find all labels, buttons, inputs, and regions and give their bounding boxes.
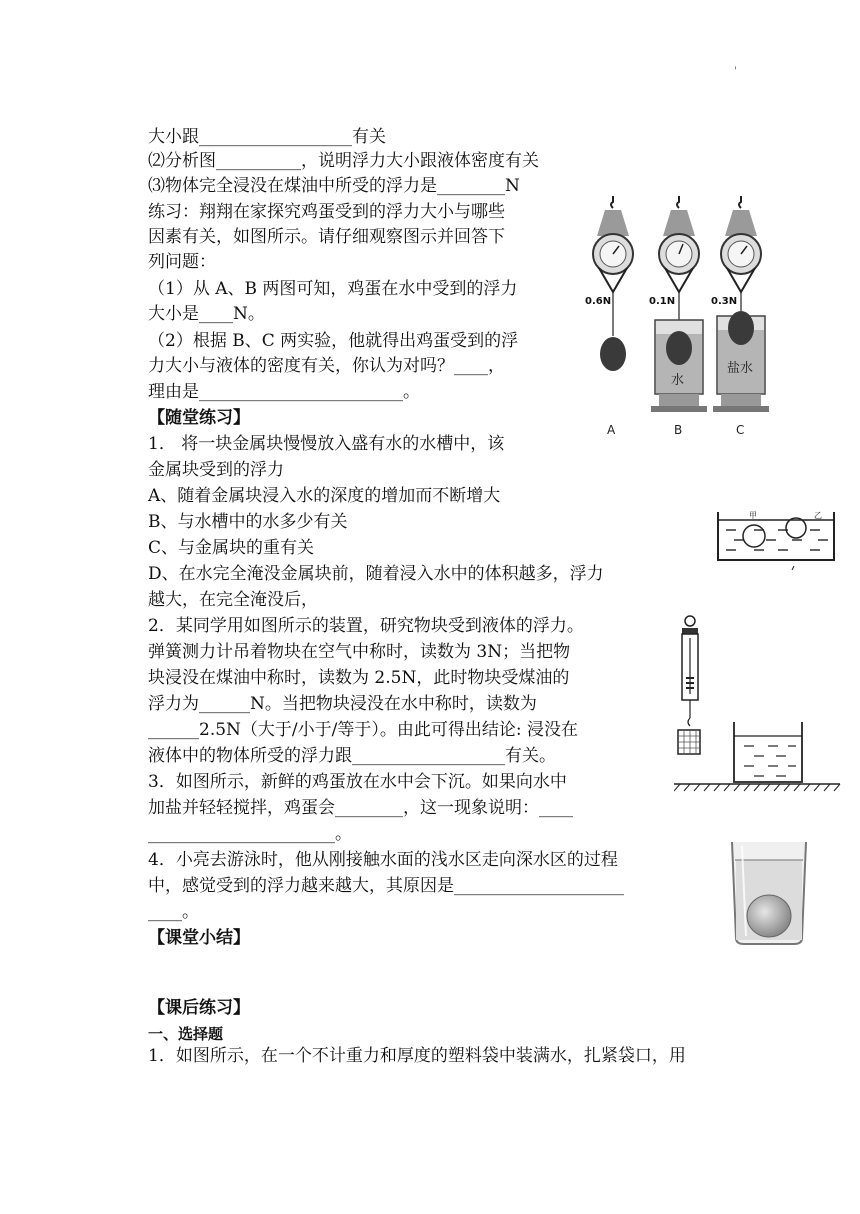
text-line: 因素有关，如图所示。请仔细观察图示并回答下 [148,227,505,247]
text-line: 列问题： [148,252,216,272]
subsection-heading: 一、选择题 [148,1025,224,1043]
panel-label-a: A [607,423,616,437]
text-line: 1． 将一块金属块慢慢放入盛有水的水槽中，该 [148,434,505,454]
tank-label-jia: 甲 [749,511,757,520]
text-line: （1）从 A、B 两图可知，鸡蛋在水中受到的浮力 [148,279,518,299]
text-line: ⑵分析图__________，说明浮力大小跟液体密度有关 [148,151,539,171]
section-heading: 【随堂练习】 [148,408,250,428]
liquid-label-b: 水 [671,373,685,388]
option-d: D、在水完全淹没金属块前，随着浸入水中的体积越多，浮力 [148,564,604,584]
reading-a: 0.6N [585,296,612,307]
text-line: 练习：翔翔在家探究鸡蛋受到的浮力大小与哪些 [148,202,505,222]
water-tank-figure [714,508,840,574]
text-line: 力大小与液体的密度有关，你认为对吗？____， [148,356,505,376]
beaker-figure [674,718,844,794]
liquid-label-c: 盐水 [727,361,754,376]
text-line: 大小跟__________________有关 [148,127,386,147]
egg-experiment-figure [585,196,775,440]
text-line: ⑶物体完全浸没在煤油中所受的浮力是________N [148,176,520,196]
text-line: 大小是____N。 [148,304,265,324]
option-c: C、与金属块的重有关 [148,538,315,558]
text-line: 块浸没在煤油中称时，读数为 2.5N，此时物块受煤油的 [148,668,570,688]
panel-label-c: C [736,423,745,437]
text-line: 越大，在完全淹没后， [148,590,318,610]
panel-label-b: B [674,423,683,437]
text-line: 理由是________________________。 [148,382,420,402]
text-line: ______2.5N（大于/小于/等于）。由此可得出结论: 浸没在 [148,720,578,740]
corner-mark: ' [734,66,737,77]
text-line: ______________________。 [148,824,352,844]
option-b: B、与水槽中的水多少有关 [148,512,348,532]
text-line: 金属块受到的浮力 [148,460,284,480]
text-line: 4．小亮去游泳时，他从刚接触水面的浅水区走向深水区的过程 [148,850,618,870]
text-line: 2．某同学用如图所示的装置，研究物块受到液体的浮力。 [148,616,584,636]
text-line: ____。 [148,902,199,922]
text-line: 中，感觉受到的浮力越来越大，其原因是____________________ [148,876,624,896]
text-line: 1．如图所示，在一个不计重力和厚度的塑料袋中装满水，扎紧袋口，用 [148,1046,686,1066]
text-line: 浮力为______N。当把物块浸没在水中称时，读数为 [148,694,537,714]
text-line: 3．如图所示，新鲜的鸡蛋放在水中会下沉。如果向水中 [148,772,567,792]
egg-in-glass-figure [728,840,810,946]
text-line: 弹簧测力计吊着物块在空气中称时，读数为 3N；当把物 [148,642,571,662]
section-heading: 【课堂小结】 [148,928,250,948]
tank-label-yi: 乙 [814,511,822,520]
text-line: 加盐并轻轻搅拌，鸡蛋会________，这一现象说明：____ [148,798,573,818]
option-a: A、随着金属块浸入水的深度的增加而不断增大 [148,486,501,506]
reading-b: 0.1N [649,296,676,307]
text-line: （2）根据 B、C 两实验，他就得出鸡蛋受到的浮 [148,331,519,351]
text-line: 液体中的物体所受的浮力跟__________________有关。 [148,746,556,766]
reading-c: 0.3N [711,296,738,307]
section-heading: 【课后练习】 [148,998,250,1018]
